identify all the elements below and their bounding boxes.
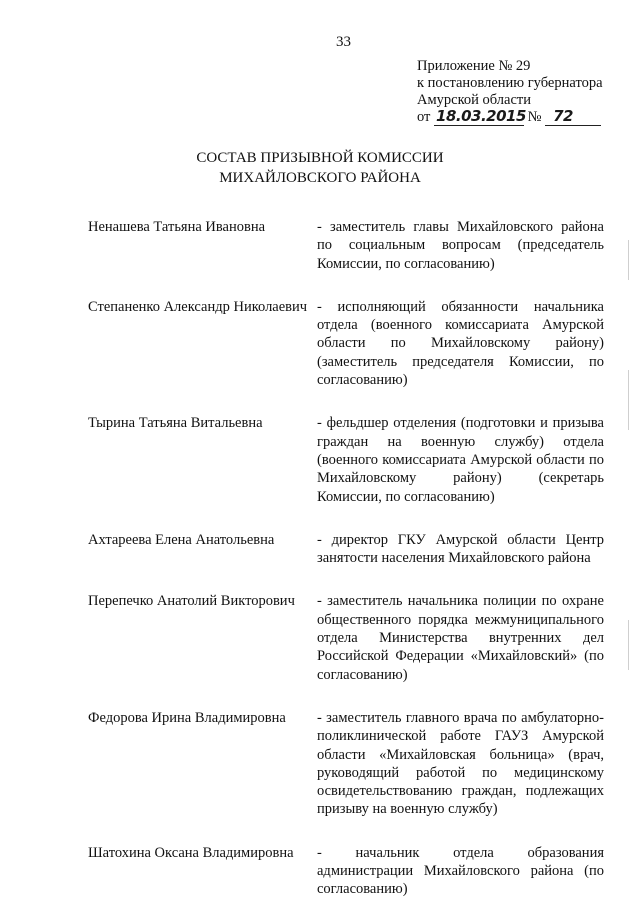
date-prefix: от [417,109,431,125]
member-row [88,414,608,505]
member-row [88,531,608,568]
scan-edge-mark [628,620,629,670]
title-line-2: МИХАЙЛОВСКОГО РАЙОНА [219,170,421,186]
member-role: - фельдшер отделения (подготовки и призыва граждан на военную службу) отдела (военного комиссариата Амурской области по Михайловскому району) (секретарь Комиссии, по согласованию) [317,415,604,505]
member-role: - начальник отдела образования администрации Михайловского района (по согласованию) [317,844,604,898]
date-field [434,109,524,126]
appendix-date-row [417,109,603,126]
appendix-line-2: к постановлению губернатора [417,75,603,91]
page-number: 33 [336,34,351,50]
scan-edge-mark [628,370,629,430]
member-row [88,218,608,273]
number-field [545,109,601,126]
handwritten-date: 18.03.2015 [436,107,526,125]
member-name: Степаненко Александр Николаевич [88,298,308,315]
member-row [88,844,608,899]
member-name: Тырина Татьяна Витальевна [88,415,263,432]
title-line-1: СОСТАВ ПРИЗЫВНОЙ КОМИССИИ [196,150,444,166]
member-row [88,709,608,819]
member-name: Шатохина Оксана Владимировна [88,844,294,861]
member-row [88,592,608,683]
appendix-line-1: Приложение № 29 [417,58,531,74]
member-name: Федорова Ирина Владимировна [88,709,286,726]
document-title [0,148,640,188]
member-row [88,298,608,389]
member-name: Ахтареева Елена Анатольевна [88,531,275,548]
member-name: Перепечко Анатолий Викторович [88,593,295,610]
member-role: - исполняющий обязанности начальника отдела (военного комиссариата Амурской области по Михайловскому району) (заместитель председателя Комиссии, по согласованию) [317,298,604,389]
member-role: - заместитель начальника полиции по охране общественного порядка межмуниципального отдела Министерства внутренних дел Российской Федерации «Михайловский» (по согласованию) [317,593,604,683]
number-prefix: № [527,109,542,125]
scan-edge-mark [628,240,629,280]
member-role: - заместитель главного врача по амбулаторно-поликлинической работе ГАУЗ Амурской области «Михайловская больница» (врач, руководящий работой по медицинскому освидетельствованию граждан, подлежащих призыву на военную службу) [317,709,604,818]
appendix-line-3: Амурской области [417,92,531,108]
commission-members [88,218,608,899]
member-role: - заместитель главы Михайловского района по социальным вопросам (председатель Комиссии, по согласованию) [317,219,604,272]
member-role: - директор ГКУ Амурской области Центр занятости населения Михайловского района [317,531,604,567]
appendix-header [417,58,603,126]
handwritten-number: 72 [553,107,573,125]
member-name: Ненашева Татьяна Ивановна [88,219,266,235]
